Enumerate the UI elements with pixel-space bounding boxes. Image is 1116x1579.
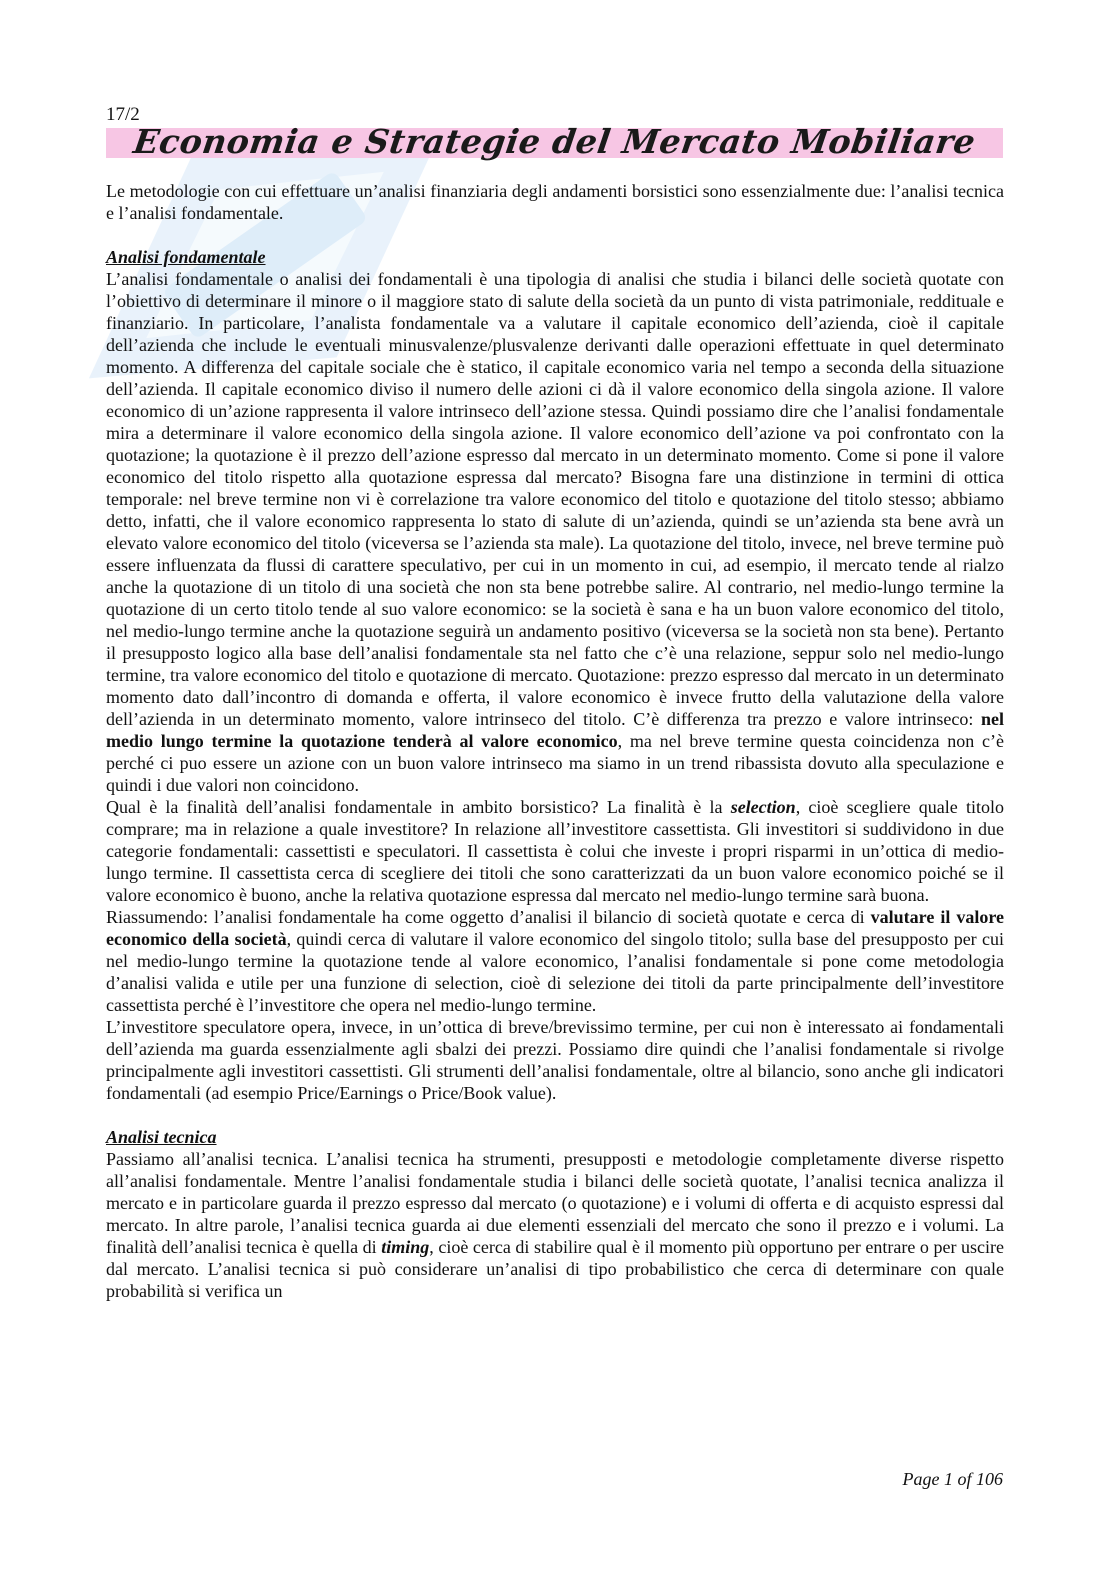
page-number: Page 1 of 106 <box>902 1469 1003 1489</box>
document-title: Economia e Strategie del Mercato Mobiliare <box>131 122 979 161</box>
paragraph: L’investitore speculatore opera, invece, in un’ottica di breve/brevissimo termine, per cui non è interessato ai fondamentali dell’azienda ma guarda essenzialmente agli sbalzi dei prezzi. Possiamo dire quindi che l’analisi fondamentale si rivolge principalmente agli investitori cassettisti. Gli strumenti dell’analisi fondamentale, oltre al bilancio, sono anche gli indicatori fondamentali (ad esempio Price/Earnings o Price/Book value). <box>106 1017 1004 1103</box>
paragraph-text: Riassumendo: l’analisi fondamentale ha come oggetto d’analisi il bilancio di società quotate e cerca di <box>106 907 871 927</box>
section-heading-fondamentale: Analisi fondamentale <box>106 247 266 267</box>
paragraph-text: Passiamo all’analisi tecnica. L’analisi tecnica ha strumenti, presupposti e metodologie completamente diverse rispetto all’analisi fondamentale. Mentre l’analisi fondamentale studia i bilanci delle società quotate, l’analisi tecnica analizza il mercato e in particolare guarda il prezzo espresso dal mercato (o quotazione) e i volumi di offerta e di acquisto espressi dal mercato. In altre parole, l’analisi tecnica guarda ai due elementi essenziali del mercato che sono il prezzo e i volumi. La finalità dell’analisi tecnica è quella di <box>106 1149 1004 1257</box>
emphasis-selection: selection <box>730 797 796 817</box>
document-body <box>106 180 1004 1302</box>
document-date: 17/2 <box>106 104 140 125</box>
paragraph <box>106 268 1004 796</box>
paragraph-text: , ma nel breve termine questa coincidenza non c’è perché ci puo essere un azione con un buon valore intrinseco ma siamo in un trend ribassista dovuto alla speculazione e quindi i due valori non coincidono. <box>106 731 1004 795</box>
bold-phrase: valutare il valore economico della società <box>106 907 1004 949</box>
section-heading-tecnica: Analisi tecnica <box>106 1127 217 1147</box>
paragraph-text: , quindi cerca di valutare il valore economico del singolo titolo; sulla base del presupposto per cui nel medio-lungo termine la quotazione tende al valore economico, l’analisi fondamentale si pone come metodologia d’analisi valida e utile per una funzione di selection, cioè di selezione dei titoli da parte principalmente dell’investitore cassettista perché è l’investitore che opera nel medio-lungo termine. <box>106 929 1004 1015</box>
bold-phrase: nel medio lungo termine la quotazione tenderà al valore economico <box>106 709 1004 751</box>
spacer <box>106 1104 1004 1126</box>
spacer <box>106 224 1004 246</box>
paragraph <box>106 906 1004 1016</box>
intro-paragraph: Le metodologie con cui effettuare un’analisi finanziaria degli andamenti borsistici sono essenzialmente due: l’analisi tecnica e l’analisi fondamentale. <box>106 181 1004 223</box>
paragraph-text: , cioè cerca di stabilire qual è il momento più opportuno per entrare o per uscire dal mercato. L’analisi tecnica si può considerare un’analisi di tipo probabilistico che cerca di determinare con quale probabilità si verifica un <box>106 1237 1004 1301</box>
emphasis-timing: timing <box>381 1237 430 1257</box>
paragraph <box>106 796 1004 906</box>
paragraph-text: Qual è la finalità dell’analisi fondamentale in ambito borsistico? La finalità è la <box>106 797 731 817</box>
paragraph <box>106 1148 1004 1302</box>
paragraph-text: L’analisi fondamentale o analisi dei fondamentali è una tipologia di analisi che studia i bilanci delle società quotate con l’obiettivo di determinare il minore o il maggiore stato di salute della società da un punto di vista patrimoniale, reddituale e finanziario. In particolare, l’analista fondamentale va a valutare il capitale economico dell’azienda, cioè il capitale dell’azienda che include le eventuali minusvalenze/plusvalenze derivanti dalle operazioni effettuate in quel determinato momento. A differenza del capitale sociale che è statico, il capitale economico varia nel tempo a seconda della situazione dell’azienda. Il capitale economico diviso il numero delle azioni ci dà il valore economico della singola azione. Il valore economico di un’azione rappresenta il valore intrinseco dell’azione stessa. Quindi possiamo dire che l’analisi fondamentale mira a determinare il valore economico della singola azione. Il valore economico dell’azione va poi confrontato con la quotazione; la quotazione è il prezzo dell’azione espresso dal mercato in un determinato momento. Come si pone il valore economico del titolo rispetto alla quotazione espressa dal mercato? Bisogna fare una distinzione in termini di ottica temporale: nel breve termine non vi è correlazione tra valore economico del titolo e quotazione del titolo stesso; abbiamo detto, infatti, che il valore economico rappresenta lo stato di salute di un’azienda, quindi se un’azienda sta bene avrà un elevato valore economico del titolo (viceversa se l’azienda sta male). La quotazione del titolo, invece, nel breve termine può essere influenzata da flussi di carattere speculativo, per cui in un momento in cui, ad esempio, il mercato tende al rialzo anche la quotazione di un titolo di una società che non sta bene potrebbe salire. Al contrario, nel medio-lungo termine la quotazione di un certo titolo tende al suo valore economico: se la società è sana e ha un buon valore economico del titolo, nel medio-lungo termine anche la quotazione seguirà un andamento positivo (viceversa se la società non sta bene). Pertanto il presupposto logico alla base dell’analisi fondamentale sta nel fatto che c’è una relazione, seppur solo nel medio-lungo termine, tra valore economico del titolo e quotazione di mercato. Quotazione: prezzo espresso dal mercato in un determinato momento dato dall’incontro di domanda e offerta, il valore economico è invece frutto della valutazione della valore dell’azienda in un determinato momento, valore intrinseco del titolo. C’è differenza tra prezzo e valore intrinseco: <box>106 269 1004 729</box>
paragraph-text: , cioè scegliere quale titolo comprare; ma in relazione a quale investitore? In relazione all’investitore cassettista. Gli investitori si suddividono in due categorie fondamentali: cassettisti e speculatori. Il cassettista è colui che investe i propri risparmi in un’ottica di medio-lungo termine. Il cassettista cerca di scegliere dei titoli che sono caratterizzati da un buon valore economico poiché se il valore economico è buono, anche la relativa quotazione espressa dal mercato nel medio-lungo termine sarà buona. <box>106 797 1004 905</box>
